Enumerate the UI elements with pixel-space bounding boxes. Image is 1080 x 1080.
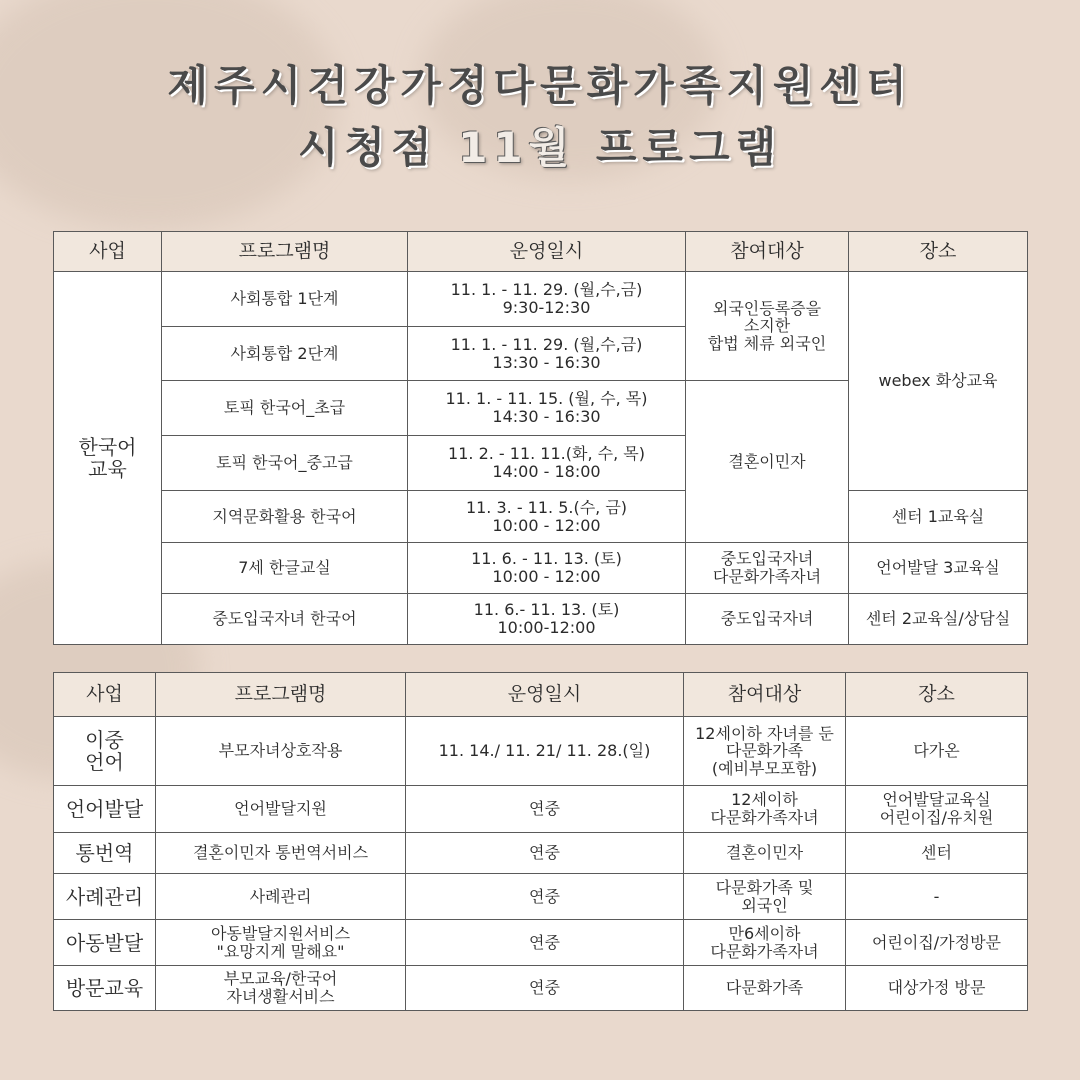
header-target: 참여대상 bbox=[684, 673, 846, 717]
place-cell: 언어발달교육실 어린이집/유치원 bbox=[846, 786, 1028, 833]
header-business: 사업 bbox=[54, 673, 156, 717]
place-cell: webex 화상교육 bbox=[849, 272, 1028, 491]
program-cell: 부모교육/한국어 자녀생활서비스 bbox=[156, 966, 406, 1011]
target-cell: 중도입국자녀 bbox=[686, 594, 849, 645]
schedule-cell: 11. 6.- 11. 13. (토) 10:00-12:00 bbox=[408, 594, 686, 645]
table-row bbox=[54, 920, 1028, 966]
page-title bbox=[0, 55, 1080, 179]
table-header-row bbox=[54, 673, 1028, 717]
table-row bbox=[54, 874, 1028, 920]
header-place: 장소 bbox=[846, 673, 1028, 717]
place-cell: - bbox=[846, 874, 1028, 920]
header-target: 참여대상 bbox=[686, 232, 849, 272]
table-header-row bbox=[54, 232, 1028, 272]
place-cell: 언어발달 3교육실 bbox=[849, 543, 1028, 594]
program-cell: 결혼이민자 통번역서비스 bbox=[156, 833, 406, 874]
table-row bbox=[54, 543, 1028, 594]
business-cell: 방문교육 bbox=[54, 966, 156, 1011]
business-cell: 사례관리 bbox=[54, 874, 156, 920]
schedule-cell: 연중 bbox=[406, 920, 684, 966]
business-cell: 통번역 bbox=[54, 833, 156, 874]
target-cell: 결혼이민자 bbox=[686, 381, 849, 543]
target-cell: 중도입국자녀 다문화가족자녀 bbox=[686, 543, 849, 594]
table-row bbox=[54, 833, 1028, 874]
header-schedule: 운영일시 bbox=[408, 232, 686, 272]
program-cell: 사회통합 1단계 bbox=[162, 272, 408, 327]
table-row bbox=[54, 594, 1028, 645]
schedule-cell: 연중 bbox=[406, 966, 684, 1011]
table-row bbox=[54, 491, 1028, 543]
business-cell: 아동발달 bbox=[54, 920, 156, 966]
business-cell: 한국어 교육 bbox=[54, 272, 162, 645]
title-line-1: 제주시건강가정다문화가족지원센터 bbox=[167, 61, 913, 110]
business-cell: 언어발달 bbox=[54, 786, 156, 833]
target-cell: 결혼이민자 bbox=[684, 833, 846, 874]
target-cell: 12세이하 자녀를 둔 다문화가족 (예비부모포함) bbox=[684, 717, 846, 786]
header-schedule: 운영일시 bbox=[406, 673, 684, 717]
place-cell: 다가온 bbox=[846, 717, 1028, 786]
program-cell: 중도입국자녀 한국어 bbox=[162, 594, 408, 645]
business-cell: 이중 언어 bbox=[54, 717, 156, 786]
table-row bbox=[54, 717, 1028, 786]
place-cell: 센터 1교육실 bbox=[849, 491, 1028, 543]
target-cell: 12세이하 다문화가족자녀 bbox=[684, 786, 846, 833]
other-programs-table bbox=[53, 672, 1028, 1011]
header-place: 장소 bbox=[849, 232, 1028, 272]
schedule-cell: 연중 bbox=[406, 786, 684, 833]
table-row bbox=[54, 966, 1028, 1011]
title-program: 프로그램 bbox=[595, 123, 783, 172]
schedule-cell: 연중 bbox=[406, 874, 684, 920]
target-cell: 외국인등록증을 소지한 합법 체류 외국인 bbox=[686, 272, 849, 381]
schedule-cell: 11. 1. - 11. 29. (월,수,금) 13:30 - 16:30 bbox=[408, 327, 686, 381]
place-cell: 어린이집/가정방문 bbox=[846, 920, 1028, 966]
schedule-cell: 연중 bbox=[406, 833, 684, 874]
program-cell: 사례관리 bbox=[156, 874, 406, 920]
place-cell: 센터 bbox=[846, 833, 1028, 874]
program-cell: 7세 한글교실 bbox=[162, 543, 408, 594]
target-cell: 다문화가족 bbox=[684, 966, 846, 1011]
header-program: 프로그램명 bbox=[162, 232, 408, 272]
place-cell: 대상가정 방문 bbox=[846, 966, 1028, 1011]
korean-education-table bbox=[53, 231, 1028, 645]
program-cell: 토픽 한국어_초급 bbox=[162, 381, 408, 436]
schedule-cell: 11. 3. - 11. 5.(수, 금) 10:00 - 12:00 bbox=[408, 491, 686, 543]
schedule-cell: 11. 6. - 11. 13. (토) 10:00 - 12:00 bbox=[408, 543, 686, 594]
header-program: 프로그램명 bbox=[156, 673, 406, 717]
program-cell: 언어발달지원 bbox=[156, 786, 406, 833]
title-month: 11월 bbox=[458, 123, 576, 172]
title-line-2 bbox=[0, 117, 1080, 179]
schedule-cell: 11. 2. - 11. 11.(화, 수, 목) 14:00 - 18:00 bbox=[408, 436, 686, 491]
table-row bbox=[54, 786, 1028, 833]
program-cell: 부모자녀상호작용 bbox=[156, 717, 406, 786]
program-cell: 사회통합 2단계 bbox=[162, 327, 408, 381]
schedule-cell: 11. 1. - 11. 15. (월, 수, 목) 14:30 - 16:30 bbox=[408, 381, 686, 436]
table-row bbox=[54, 272, 1028, 327]
target-cell: 만6세이하 다문화가족자녀 bbox=[684, 920, 846, 966]
schedule-cell: 11. 14./ 11. 21/ 11. 28.(일) bbox=[406, 717, 684, 786]
place-cell: 센터 2교육실/상담실 bbox=[849, 594, 1028, 645]
program-cell: 아동발달지원서비스 "요망지게 말해요" bbox=[156, 920, 406, 966]
schedule-cell: 11. 1. - 11. 29. (월,수,금) 9:30-12:30 bbox=[408, 272, 686, 327]
program-cell: 지역문화활용 한국어 bbox=[162, 491, 408, 543]
program-cell: 토픽 한국어_중고급 bbox=[162, 436, 408, 491]
target-cell: 다문화가족 및 외국인 bbox=[684, 874, 846, 920]
title-branch: 시청점 bbox=[297, 123, 438, 172]
header-business: 사업 bbox=[54, 232, 162, 272]
